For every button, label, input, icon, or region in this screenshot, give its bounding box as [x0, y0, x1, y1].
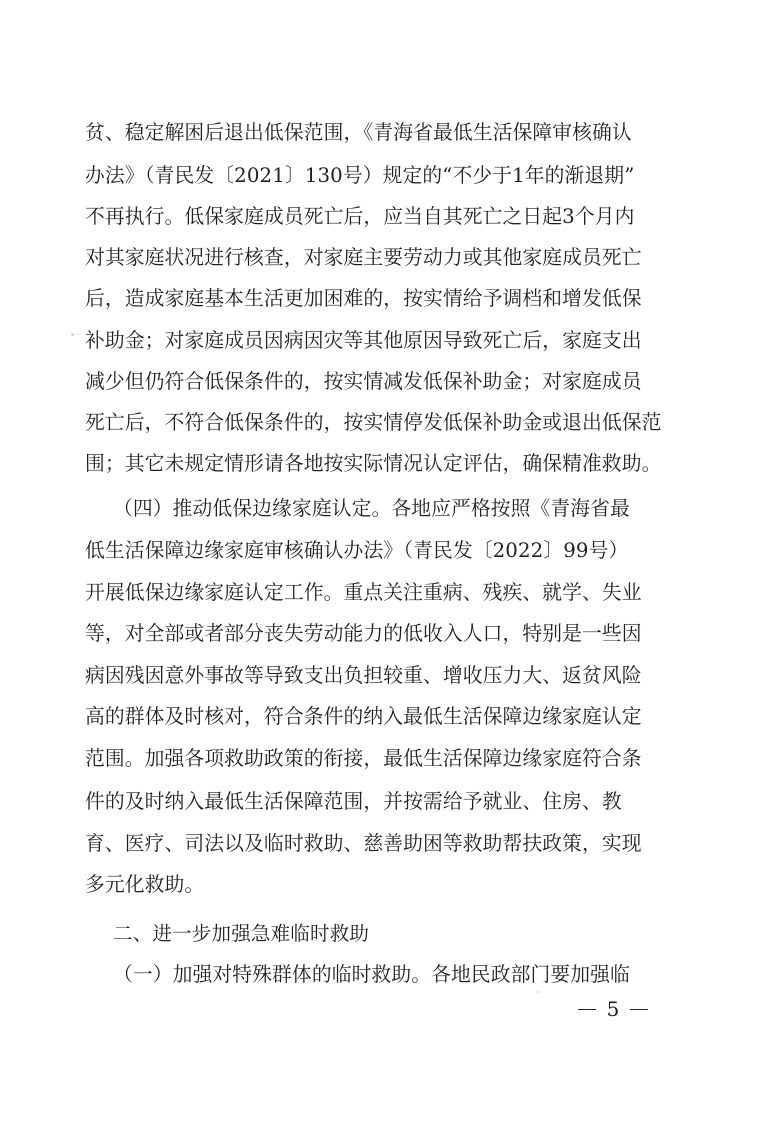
paragraph-line: 后，造成家庭基本生活更加困难的，按实情给予调档和增发低保: [85, 287, 642, 310]
paragraph-line: 多元化救助。: [85, 873, 205, 896]
page-number: [578, 997, 648, 1021]
paragraph-line: 高的群体及时核对，符合条件的纳入最低生活保障边缘家庭认定: [85, 705, 642, 728]
paragraph-line: 范围。加强各项救助政策的衔接，最低生活保障边缘家庭符合条: [85, 747, 642, 770]
paragraph-line: 减少但仍符合低保条件的，按实情减发低保补助金；对家庭成员: [85, 370, 642, 393]
paragraph-line: 低生活保障边缘家庭审核确认办法》（青民发〔2022〕99号）: [85, 539, 629, 562]
scan-speck: [537, 991, 539, 993]
paragraph-line: （一）加强对特殊群体的临时救助。各地民政部门要加强临: [113, 963, 630, 986]
scan-speck: [71, 333, 74, 336]
paragraph-line: 围；其它未规定情形请各地按实际情况认定评估，确保精准救助。: [85, 452, 662, 475]
paragraph-line: 办法》（青民发〔2021〕130号）规定的“不少于1年的渐退期”: [85, 164, 635, 187]
paragraph-line: （四）推动低保边缘家庭认定。各地应严格按照《青海省最: [113, 497, 630, 520]
page-number-dash-left: [578, 1009, 596, 1010]
page-number-value: 5: [606, 997, 620, 1021]
paragraph-line: 开展低保边缘家庭认定工作。重点关注重病、残疾、就学、失业: [85, 581, 642, 604]
paragraph-line: 病因残因意外事故等导致支出负担较重、增收压力大、返贫风险: [85, 664, 642, 687]
paragraph-line: 补助金；对家庭成员因病因灾等其他原因导致死亡后，家庭支出: [85, 329, 642, 352]
paragraph-line: 贫、稳定解困后退出低保范围，《青海省最低生活保障审核确认: [85, 121, 632, 144]
paragraph-line: 等，对全部或者部分丧失劳动能力的低收入人口，特别是一些因: [85, 622, 642, 645]
paragraph-line: 育、医疗、司法以及临时救助、慈善助困等救助帮扶政策，实现: [85, 832, 642, 855]
paragraph-line: 件的及时纳入最低生活保障范围，并按需给予就业、住房、教: [85, 790, 622, 813]
section-heading: 二、进一步加强急难临时救助: [113, 922, 370, 945]
paragraph-line: 不再执行。低保家庭成员死亡后，应当自其死亡之日起3个月内: [85, 205, 635, 228]
paragraph-line: 死亡后，不符合低保条件的，按实情停发低保补助金或退出低保范: [85, 411, 662, 434]
page-number-dash-right: [630, 1009, 648, 1010]
paragraph-line: 对其家庭状况进行核查，对家庭主要劳动力或其他家庭成员死亡: [85, 246, 642, 269]
scan-speck: [77, 333, 79, 335]
